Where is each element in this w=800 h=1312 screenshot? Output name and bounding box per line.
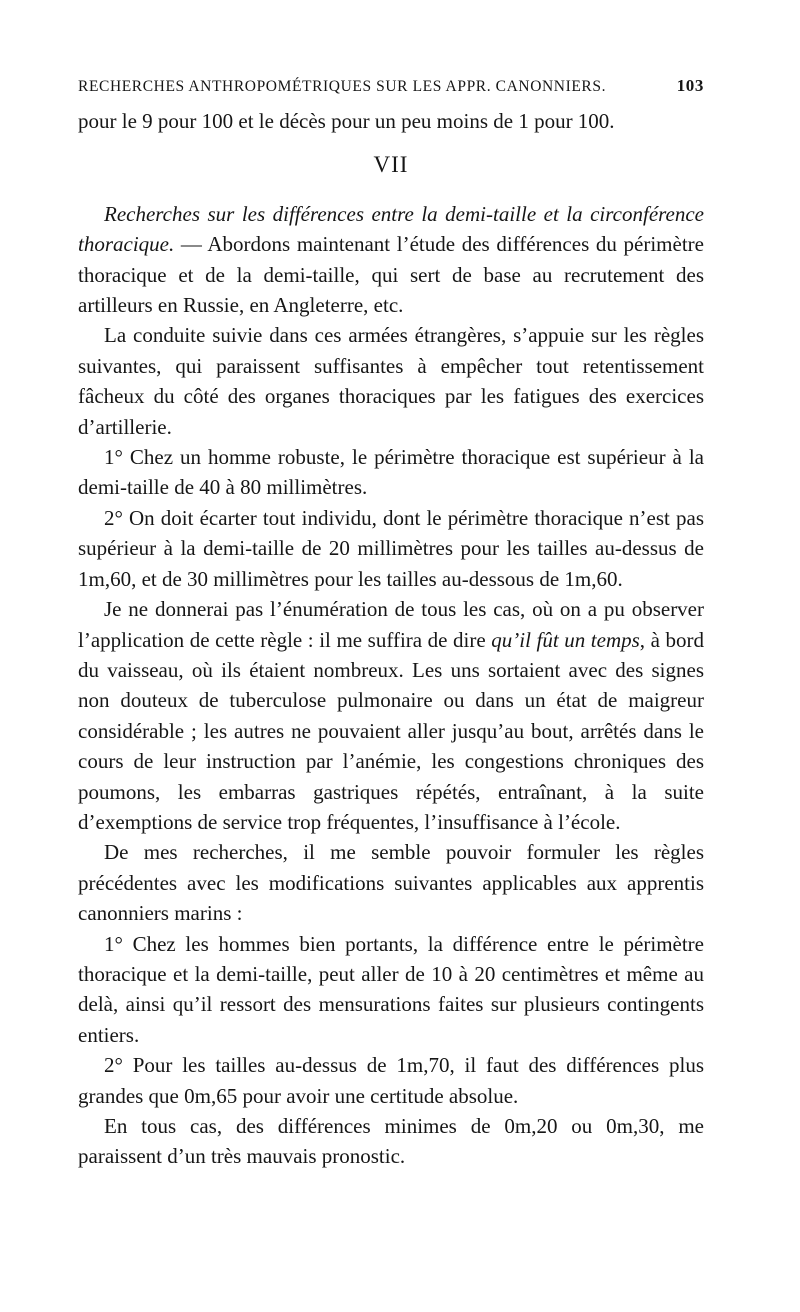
paragraph-cases	[78, 594, 704, 837]
paragraph-rule-1: 1° Chez un homme robuste, le périmètre thoracique est supérieur à la demi-taille de 40 à 80 millimètres.	[78, 445, 704, 500]
paragraph-research: De mes recherches, il me semble pouvoir formuler les règles précédentes avec les modifications suivantes applicables aux apprentis canonniers marins :	[78, 840, 704, 926]
cases-text-italic: qu’il fût un temps	[491, 627, 640, 652]
section-intro-text: — Abordons maintenant l’étude des différences du périmètre thoracique et de la demi-taille, qui sert de base au recrutement des artilleurs en Russie, en Angleterre, etc.	[78, 232, 704, 318]
body-text	[78, 106, 704, 1172]
paragraph-section-intro	[78, 199, 704, 321]
paragraph-conclusion: En tous cas, des différences minimes de 0m,20 ou 0m,30, me paraissent d’un très mauvais pronostic.	[78, 1114, 704, 1169]
cases-text-b: , à bord du vaisseau, où ils étaient nombreux. Les uns sortaient avec des signes non douteux de tuberculose pulmonaire ou dans un état de maigreur considérable ; les autres ne pouvaient aller jusqu’au bout, arrêtés dans le cours de leur instruction par l’anémie, les congestions chroniques des poumons, les embarras gastriques répétés, entraînant, à la suite d’exemptions de service trop fréquentes, l’insuffisance à l’école.	[78, 627, 704, 834]
page-number: 103	[676, 76, 704, 95]
section-number: VII	[373, 152, 409, 178]
paragraph-rule-2: 2° On doit écarter tout individu, dont le périmètre thoracique n’est pas supérieur à la demi-taille de 20 millimètres pour les tailles au-dessus de 1m,60, et de 30 millimètres pour les tailles au-dessous de 1m,60.	[78, 505, 704, 591]
paragraph-marine-rule-2: 2° Pour les tailles au-dessus de 1m,70, il faut des différences plus grandes que 0m,65 pour avoir une certitude absolue.	[78, 1053, 704, 1108]
paragraph-rules: La conduite suivie dans ces armées étrangères, s’appuie sur les règles suivantes, qui paraissent suffisantes à empêcher tout retentissement fâcheux du côté des organes thoraciques par les fatigues des exercices d’artillerie.	[78, 323, 704, 439]
section-heading: Recherches sur les différences entre la demi-taille et la circonférence thoracique.	[78, 201, 704, 257]
paragraph-continued: pour le 9 pour 100 et le décès pour un peu moins de 1 pour 100.	[78, 109, 615, 133]
running-header	[78, 76, 704, 96]
cases-text-a: Je ne donnerai pas l’énumération de tous les cas, où on a pu observer l’application de cette règle : il me suffira de dire	[78, 597, 704, 652]
paragraph-marine-rule-1: 1° Chez les hommes bien portants, la différence entre le périmètre thoracique et la demi-taille, peut aller de 10 à 20 centimètres et même au delà, ainsi qu’il ressort des mensurations faites sur plusieurs contingents entiers.	[78, 931, 704, 1047]
running-title: RECHERCHES ANTHROPOMÉTRIQUES SUR LES APPR. CANONNIERS.	[78, 78, 607, 95]
